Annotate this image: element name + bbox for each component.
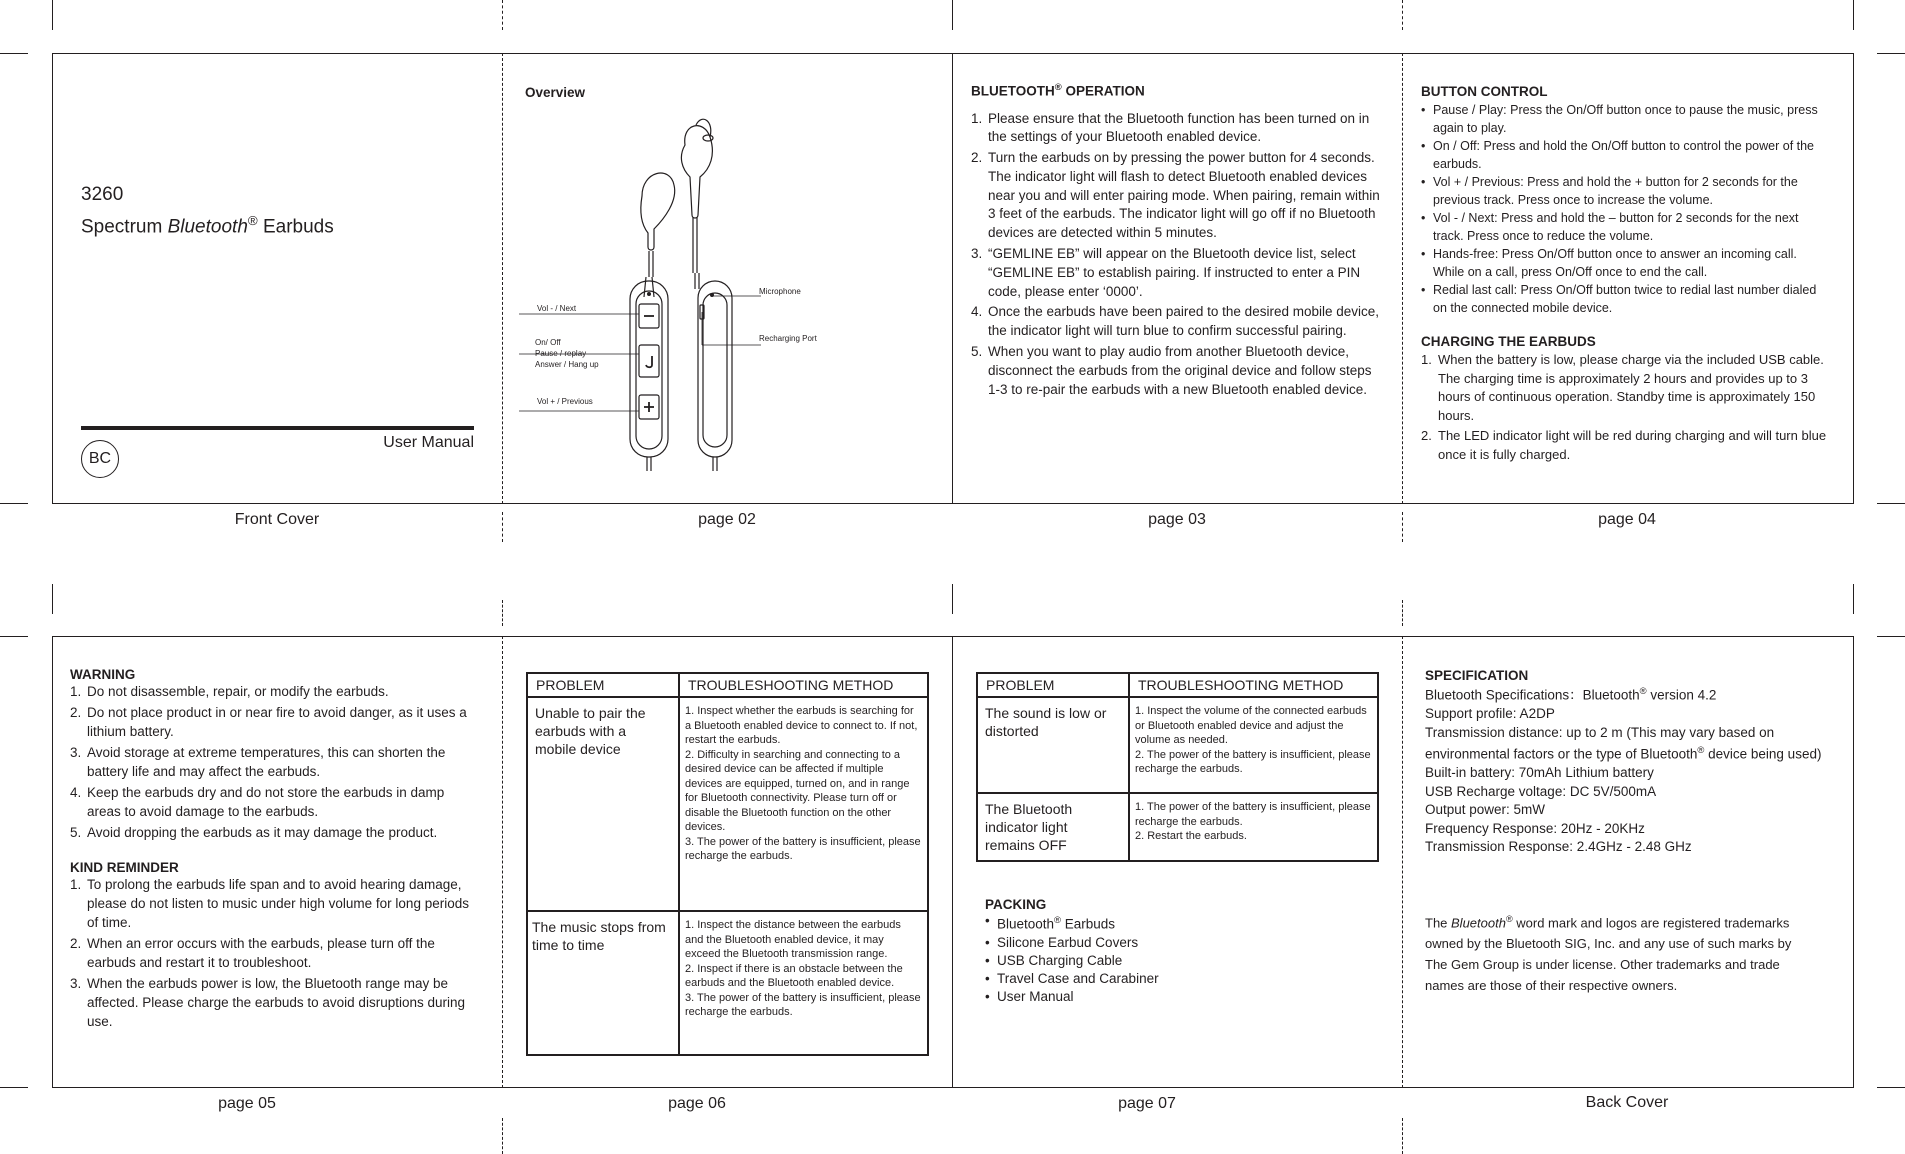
list-item: 3. When the earbuds power is low, the Bluetooth range may be affected. Please charge the earbuds to avoid disruptions during use. <box>70 976 465 1029</box>
col-method: TROUBLESHOOTING METHOD <box>679 673 928 697</box>
list-item: • User Manual <box>985 988 1074 1004</box>
spec-line: USB Recharge voltage: DC 5V/500mA <box>1425 783 1657 799</box>
list-item: • Redial last call: Press On/Off button twice to redial last number dialed on the connected mobile device. <box>1421 283 1817 315</box>
list-item: 1. When the battery is low, please charge via the included USB cable. The charging time is approximately 2 hours and provides up to 3 hours of continuous operation. Standby time is approximately 150 hours. <box>1421 352 1824 423</box>
fold-line <box>1402 636 1403 1088</box>
packing-list <box>985 912 1365 1006</box>
caption-page-07: page 07 <box>1118 1095 1176 1112</box>
back-cover <box>1425 668 1833 996</box>
button-control-title: BUTTON CONTROL <box>1421 84 1548 99</box>
earbud-left-icon <box>641 173 675 250</box>
list-item: 2. When an error occurs with the earbuds, please turn off the earbuds and restart it to troubleshoot. <box>70 936 435 970</box>
list-item: • Hands-free: Press On/Off button once to answer an incoming call. While on a call, press On/Off once to end the call. <box>1421 247 1797 279</box>
list-item: • Vol - / Next: Press and hold the – button for 2 seconds for the next track. Press once to reduce the volume. <box>1421 211 1799 243</box>
caption-page-03: page 03 <box>1148 511 1206 528</box>
list-item: • Vol + / Previous: Press and hold the + button for 2 seconds for the previous track. Press once to increase the volume. <box>1421 175 1798 207</box>
list-item: 5. When you want to play audio from another Bluetooth device, disconnect the earbuds from the original device and follow steps 1-3 to re-pair the earbuds with a new Bluetooth enabled device. <box>971 344 1372 397</box>
trademark-notice: The Bluetooth® word mark and logos are registered trademarks owned by the Bluetooth SIG, Inc. and any use of such marks by The Gem Group is under license. Other trademarks and trade names are those of their respective owners. <box>1425 913 1792 993</box>
table-header-row <box>977 673 1378 697</box>
specification-title: SPECIFICATION <box>1425 668 1529 683</box>
list-item: 4. Once the earbuds have been paired to the desired mobile device, the indicator light will turn blue to confirm successful pairing. <box>971 304 1380 339</box>
button-control-list <box>1421 101 1831 317</box>
list-item: • USB Charging Cable <box>985 952 1123 968</box>
reminder-list <box>70 875 480 1031</box>
spec-line: Transmission distance: up to 2 m (This may vary based on environmental factors or the type of Bluetooth® device being used) <box>1425 724 1822 762</box>
spec-line: Built-in battery: 70mAh Lithium battery <box>1425 765 1654 780</box>
fold-line <box>502 636 503 1088</box>
play-button-icon <box>639 345 659 377</box>
cover-rule <box>81 426 474 430</box>
warning-title: WARNING <box>70 667 136 682</box>
label-onoff-1: On/ Off <box>535 338 561 347</box>
bc-logo: BC <box>81 440 119 478</box>
spec-line: Transmission Response: 2.4GHz - 2.48 GHz <box>1425 839 1692 854</box>
table-row: The Bluetooth indicator light remains OFF 1. The power of the battery is insufficient, please recharge the earbuds. 2. Restart the earbuds. <box>977 793 1378 861</box>
list-item: 3. “GEMLINE EB” will appear on the Bluetooth device list, select “GEMLINE EB” to establish pairing. If instructed to enter a PIN code, please enter ‘0000’. <box>971 246 1361 299</box>
earbuds-diagram <box>502 53 952 504</box>
list-item: • Pause / Play: Press the On/Off button once to pause the music, press again to play. <box>1421 103 1818 135</box>
user-manual-label: User Manual <box>383 434 474 451</box>
caption-front-cover: Front Cover <box>234 511 320 528</box>
caption-page-02: page 02 <box>698 511 756 528</box>
packing-title: PACKING <box>985 897 1047 912</box>
product-title: Spectrum Bluetooth® Earbuds <box>81 213 334 238</box>
list-item: • Travel Case and Carabiner <box>985 970 1159 986</box>
col-problem: PROBLEM <box>977 673 1129 697</box>
caption-page-05: page 05 <box>218 1095 276 1112</box>
label-vol-minus: Vol - / Next <box>537 304 577 313</box>
list-item: 3. Avoid storage at extreme temperatures, this can shorten the battery life and may affect the earbuds. <box>70 745 446 779</box>
table-row: The music stops from time to time 1. Inspect the distance between the earbuds and the Bluetooth enabled device, it may exceed the Bluetooth transmission range. 2. Inspect if there is an obstacle between the earbuds and the Bluetooth enabled device. 3. The power of the battery is insufficient, please recharge the earbuds. <box>527 911 928 1055</box>
list-item: 5. Avoid dropping the earbuds as it may damage the product. <box>70 825 438 840</box>
list-item: • Bluetooth® Earbuds <box>985 913 1116 932</box>
list-item: 2. Turn the earbuds on by pressing the power button for 4 seconds. The indicator light will flash to detect Bluetooth enabled devices near you and will enter pairing mode. When pairing, remain within 3 feet of the earbuds. The indicator light will go off if no Bluetooth devices are detected within 5 minutes. <box>971 150 1380 241</box>
fold-line <box>952 53 953 504</box>
model-number: 3260 <box>81 184 124 205</box>
troubleshooting-table-1 <box>526 672 929 1056</box>
fold-line <box>952 636 953 1088</box>
method-cell: 1. Inspect the distance between the earbuds and the Bluetooth enabled device, it may exceed the Bluetooth transmission range. 2. Inspect if there is an obstacle between the earbuds and the Bluetooth enabled device. 3. The power of the battery is insufficient, please recharge the earbuds. <box>679 911 928 1055</box>
list-item: 1. Do not disassemble, repair, or modify the earbuds. <box>70 684 389 699</box>
list-item: 2. Do not place product in or near fire to avoid danger, as it uses a lithium battery. <box>70 705 467 739</box>
list-item: 1. To prolong the earbuds life span and to avoid hearing damage, please do not listen to music under high volume for long periods of time. <box>70 877 469 930</box>
list-item: 1. Please ensure that the Bluetooth function has been turned on in the settings of your Bluetooth enabled device. <box>971 110 1370 145</box>
col-problem: PROBLEM <box>527 673 679 697</box>
bt-operation-list <box>971 110 1381 400</box>
col-method: TROUBLESHOOTING METHOD <box>1129 673 1378 697</box>
front-cover <box>52 53 502 504</box>
caption-page-06: page 06 <box>668 1095 726 1112</box>
page-05 <box>70 667 480 1033</box>
page-04 <box>1421 84 1831 466</box>
fold-line <box>1402 53 1403 504</box>
packing-section <box>985 897 1365 1006</box>
label-onoff-2: Pause / replay <box>535 349 587 358</box>
spec-line: Bluetooth Specifications：Bluetooth® version 4.2 <box>1425 686 1717 703</box>
table-row: Unable to pair the earbuds with a mobile device 1. Inspect whether the earbuds is searching for a Bluetooth enabled device to connect to. If not, restart the earbuds. 2. Difficulty in searching and connecting to a desired device can be affected if multiple devices are equipped, turned on, and in range for Bluetooth connectivity. Please turn off or disable the Bluetooth function on the other devices. 3. The power of the battery is insufficient, please recharge the earbuds. <box>527 697 928 911</box>
list-item: • On / Off: Press and hold the On/Off button to control the power of the earbuds. <box>1421 139 1815 171</box>
label-vol-plus: Vol + / Previous <box>537 397 593 406</box>
table-row: The sound is low or distorted 1. Inspect the volume of the connected earbuds or Bluetooth enabled device and adjust the volume as needed. 2. The power of the battery is insufficient, please recharge the earbuds. <box>977 697 1378 793</box>
spec-line: Frequency Response: 20Hz - 20KHz <box>1425 820 1645 836</box>
charging-list <box>1421 351 1831 464</box>
troubleshooting-table-2 <box>976 672 1379 862</box>
warning-list <box>70 682 480 842</box>
bt-operation-title: BLUETOOTH® OPERATION <box>971 82 1145 99</box>
list-item: 4. Keep the earbuds dry and do not store the earbuds in damp areas to avoid damage to the earbuds. <box>70 785 445 819</box>
charging-title: CHARGING THE EARBUDS <box>1421 334 1596 349</box>
table-header-row <box>527 673 928 697</box>
list-item: • Silicone Earbud Covers <box>985 934 1139 950</box>
page-03 <box>971 82 1381 401</box>
caption-page-04: page 04 <box>1598 511 1656 528</box>
label-onoff-3: Answer / Hang up <box>535 360 599 369</box>
method-cell: 1. Inspect the volume of the connected earbuds or Bluetooth enabled device and adjust the volume as needed. 2. The power of the battery is insufficient, please recharge the earbuds. <box>1129 697 1378 793</box>
earbud-right-icon <box>681 126 712 218</box>
list-item: 2. The LED indicator light will be red during charging and will turn blue once it is fully charged. <box>1421 428 1827 462</box>
overview-title: Overview <box>525 85 586 100</box>
label-recharging-port: Recharging Port <box>759 334 817 343</box>
spec-line: Output power: 5mW <box>1425 802 1546 817</box>
caption-back-cover: Back Cover <box>1585 1094 1669 1111</box>
label-microphone: Microphone <box>759 287 801 296</box>
page-02 <box>502 53 952 504</box>
specification-list <box>1425 683 1833 857</box>
method-cell: 1. Inspect whether the earbuds is searching for a Bluetooth enabled device to connect to. If not, restart the earbuds. 2. Difficulty in searching and connecting to a desired device can be affected if multiple devices are equipped, turned on, and in range for Bluetooth connectivity. Please turn off or disable the Bluetooth function on the other devices. 3. The power of the battery is insufficient, please recharge the earbuds. <box>679 697 928 911</box>
method-cell: 1. The power of the battery is insufficient, please recharge the earbuds. 2. Restart the earbuds. <box>1129 793 1378 861</box>
spec-line: Support profile: A2DP <box>1425 706 1555 721</box>
reminder-title: KIND REMINDER <box>70 860 179 875</box>
